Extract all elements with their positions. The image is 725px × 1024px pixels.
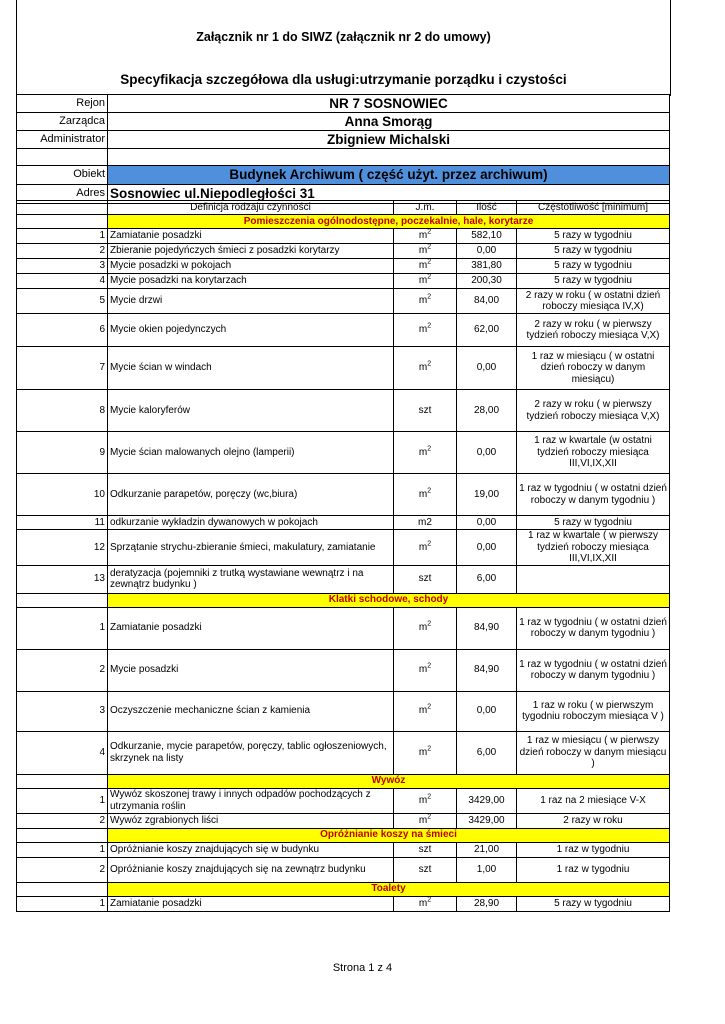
unit-text: m — [418, 230, 428, 242]
row-description: Odkurzanie, mycie parapetów, poręczy, tablic ogłoszeniowych, skrzynek na listy — [108, 731, 394, 774]
row-unit — [394, 896, 457, 911]
row-number: 2 — [17, 857, 108, 882]
unit-text: m — [418, 897, 428, 909]
table-row — [17, 244, 670, 259]
unit-exponent: 2 — [427, 273, 432, 281]
row-unit — [394, 347, 457, 390]
row-unit — [394, 842, 457, 857]
row-description: Opróżnianie koszy znajdujących się w budynku — [108, 842, 394, 857]
row-number: 12 — [17, 530, 108, 566]
unit-exponent: 2 — [427, 540, 432, 548]
unit-exponent: 2 — [427, 258, 432, 266]
row-description: Mycie posadzki na korytarzach — [108, 274, 394, 289]
row-number: 6 — [17, 314, 108, 347]
table-row — [17, 896, 670, 911]
row-number: 5 — [17, 289, 108, 314]
annex-title: Załącznik nr 1 do SIWZ (załącznik nr 2 do umowy) — [196, 30, 491, 44]
section-header-row — [17, 215, 670, 229]
row-unit — [394, 289, 457, 314]
unit-text: m — [418, 746, 428, 758]
row-description: Zbieranie pojedyńczych śmieci z posadzki korytarzy — [108, 244, 394, 259]
rejon-row — [17, 95, 670, 113]
unit-text: szt — [418, 573, 432, 585]
row-frequency: 5 razy w tygodniu — [517, 229, 670, 244]
row-unit — [394, 530, 457, 566]
unit-exponent: 2 — [427, 896, 432, 904]
unit-text: m — [418, 260, 428, 272]
row-frequency: 5 razy w tygodniu — [517, 274, 670, 289]
unit-exponent: 2 — [427, 293, 432, 301]
row-description: Mycie ścian malowanych olejno (lamperii) — [108, 432, 394, 474]
unit-exponent: 2 — [427, 322, 432, 330]
row-unit — [394, 788, 457, 813]
unit-text: szt — [418, 843, 432, 855]
unit-text: m — [418, 275, 428, 287]
unit-text: m — [418, 664, 428, 676]
row-description: Wywóz skoszonej trawy i innych odpadów pochodzących z utrzymania roślin — [108, 788, 394, 813]
table-row — [17, 530, 670, 566]
section-title: Toalety — [108, 882, 670, 896]
rejon-label: Rejon — [17, 95, 108, 113]
row-description: Wywóz zgrabionych liści — [108, 813, 394, 828]
row-unit — [394, 274, 457, 289]
table-row — [17, 289, 670, 314]
table-row — [17, 347, 670, 390]
unit-text: m — [418, 324, 428, 336]
row-frequency — [517, 565, 670, 593]
unit-text: m — [418, 794, 428, 806]
unit-text: m — [418, 295, 428, 307]
row-frequency: 1 raz w tygodniu ( w ostatni dzień roboczy w danym tygodniu ) — [517, 649, 670, 691]
unit-exponent: 2 — [427, 703, 432, 711]
row-frequency: 1 raz w tygodniu ( w ostatni dzień roboczy w danym tygodniu ) — [517, 607, 670, 649]
row-unit — [394, 691, 457, 731]
row-quantity: 0,00 — [457, 530, 517, 566]
unit-text: m — [418, 488, 428, 500]
row-frequency: 1 raz w miesiącu ( w ostatni dzień roboczy w danym miesiącu) — [517, 347, 670, 390]
obiekt-row — [17, 166, 670, 185]
rejon-value: NR 7 SOSNOWIEC — [108, 95, 670, 113]
column-header-row — [17, 201, 670, 215]
zarzadca-row — [17, 113, 670, 131]
row-description: Zamiatanie posadzki — [108, 229, 394, 244]
section-title: Klatki schodowe, schody — [108, 593, 670, 607]
unit-exponent: 2 — [427, 243, 432, 251]
table-row — [17, 842, 670, 857]
row-number: 2 — [17, 813, 108, 828]
row-quantity: 3429,00 — [457, 788, 517, 813]
row-number: 4 — [17, 274, 108, 289]
row-quantity: 0,00 — [457, 516, 517, 530]
table-row — [17, 857, 670, 882]
row-number: 11 — [17, 516, 108, 530]
row-number: 3 — [17, 691, 108, 731]
row-description: odkurzanie wykładzin dywanowych w pokojach — [108, 516, 394, 530]
adres-label: Adres — [17, 185, 108, 204]
section-title: Opróżnianie koszy na śmieci — [108, 828, 670, 842]
unit-text: m — [418, 622, 428, 634]
row-unit — [394, 516, 457, 530]
unit-text: m — [418, 245, 428, 257]
row-frequency: 1 raz w kwartale (w ostatni tydzień roboczy miesiąca III,VI,IX,XII — [517, 432, 670, 474]
row-quantity: 582,10 — [457, 229, 517, 244]
row-frequency: 1 raz w kwartale ( w pierwszy tydzień roboczy miesiąca III,VI,IX,XII — [517, 530, 670, 566]
table-row — [17, 565, 670, 593]
row-unit — [394, 474, 457, 516]
table-row — [17, 259, 670, 274]
section-title: Wywóz — [108, 774, 670, 788]
row-unit — [394, 565, 457, 593]
zarzadca-value: Anna Smorąg — [108, 113, 670, 131]
unit-exponent: 2 — [427, 793, 432, 801]
row-unit — [394, 259, 457, 274]
col-header-frequency: Częstotliwość [minimum] — [517, 201, 670, 215]
table-row — [17, 516, 670, 530]
row-quantity: 28,90 — [457, 896, 517, 911]
row-frequency: 1 raz w tygodniu — [517, 842, 670, 857]
admin-row — [17, 131, 670, 149]
table-row — [17, 788, 670, 813]
row-frequency: 5 razy w tygodniu — [517, 259, 670, 274]
info-table — [16, 94, 670, 204]
row-description: Mycie drzwi — [108, 289, 394, 314]
unit-text: m — [418, 362, 428, 374]
table-row — [17, 432, 670, 474]
obiekt-label: Obiekt — [17, 166, 108, 185]
table-row — [17, 731, 670, 774]
row-description: Oczyszczenie mechaniczne ścian z kamienia — [108, 691, 394, 731]
row-unit — [394, 607, 457, 649]
row-description: Mycie ścian w windach — [108, 347, 394, 390]
row-quantity: 0,00 — [457, 244, 517, 259]
row-frequency: 2 razy w roku — [517, 813, 670, 828]
row-unit — [394, 432, 457, 474]
row-number: 13 — [17, 565, 108, 593]
row-frequency: 5 razy w tygodniu — [517, 516, 670, 530]
spec-table-body — [17, 201, 670, 912]
row-quantity: 381,80 — [457, 259, 517, 274]
unit-text: m2 — [418, 516, 432, 528]
admin-label: Administrator — [17, 131, 108, 149]
row-quantity: 6,00 — [457, 565, 517, 593]
unit-text: m — [418, 814, 428, 826]
row-quantity: 200,30 — [457, 274, 517, 289]
row-description: Mycie kaloryferów — [108, 390, 394, 432]
unit-text: m — [418, 705, 428, 717]
row-description: Mycie posadzki — [108, 649, 394, 691]
row-number: 2 — [17, 244, 108, 259]
row-quantity: 21,00 — [457, 842, 517, 857]
spacer-row — [17, 149, 670, 166]
row-number: 1 — [17, 896, 108, 911]
row-quantity: 0,00 — [457, 347, 517, 390]
unit-text: m — [418, 446, 428, 458]
row-frequency: 5 razy w tygodniu — [517, 896, 670, 911]
section-header-row — [17, 882, 670, 896]
row-number: 2 — [17, 649, 108, 691]
section-header-row — [17, 774, 670, 788]
row-quantity: 1,00 — [457, 857, 517, 882]
obiekt-value: Budynek Archiwum ( część użyt. przez archiwum) — [108, 166, 670, 185]
row-unit — [394, 649, 457, 691]
row-description: Opróżnianie koszy znajdujących się na zewnątrz budynku — [108, 857, 394, 882]
row-quantity: 19,00 — [457, 474, 517, 516]
row-quantity: 6,00 — [457, 731, 517, 774]
col-header-definition: Definicja rodzaju czynności — [108, 201, 394, 215]
row-frequency: 1 raz w tygodniu ( w ostatni dzień roboczy w danym tygodniu ) — [517, 474, 670, 516]
row-number: 1 — [17, 607, 108, 649]
unit-exponent: 2 — [427, 620, 432, 628]
row-description: Zamiatanie posadzki — [108, 607, 394, 649]
row-quantity: 28,00 — [457, 390, 517, 432]
row-unit — [394, 731, 457, 774]
section-header-row — [17, 593, 670, 607]
row-quantity: 3429,00 — [457, 813, 517, 828]
table-row — [17, 390, 670, 432]
adres-value: Sosnowiec ul.Niepodległości 31 — [108, 185, 670, 204]
section-title: Pomieszczenia ogólnodostępne, poczekalnie, hale, korytarze — [108, 215, 670, 229]
spec-table — [16, 200, 670, 912]
page-footer: Strona 1 z 4 — [332, 962, 393, 974]
col-header-quantity: Ilość — [457, 201, 517, 215]
row-frequency: 1 raz na 2 miesiące V-X — [517, 788, 670, 813]
row-frequency: 1 raz w miesiącu ( w pierwszy dzień roboczy w danym miesiącu ) — [517, 731, 670, 774]
unit-exponent: 2 — [427, 228, 432, 236]
table-row — [17, 649, 670, 691]
row-frequency: 1 raz w roku ( w pierwszym tygodniu roboczym miesiąca V ) — [517, 691, 670, 731]
row-number: 4 — [17, 731, 108, 774]
unit-exponent: 2 — [427, 662, 432, 670]
unit-exponent: 2 — [427, 445, 432, 453]
col-header-unit: J.m. — [394, 201, 457, 215]
row-number: 8 — [17, 390, 108, 432]
table-row — [17, 813, 670, 828]
row-number: 10 — [17, 474, 108, 516]
table-row — [17, 314, 670, 347]
unit-exponent: 2 — [427, 745, 432, 753]
row-description: deratyzacja (pojemniki z trutką wystawiane wewnątrz i na zewnątrz budynku ) — [108, 565, 394, 593]
row-number: 1 — [17, 229, 108, 244]
zarzadca-label: Zarządca — [17, 113, 108, 131]
admin-value: Zbigniew Michalski — [108, 131, 670, 149]
row-description: Mycie okien pojedynczych — [108, 314, 394, 347]
row-description: Zamiatanie posadzki — [108, 896, 394, 911]
table-row — [17, 474, 670, 516]
row-unit — [394, 857, 457, 882]
row-unit — [394, 314, 457, 347]
table-row — [17, 274, 670, 289]
row-number: 1 — [17, 842, 108, 857]
unit-exponent: 2 — [427, 813, 432, 821]
row-quantity: 84,00 — [457, 289, 517, 314]
table-row — [17, 691, 670, 731]
section-header-row — [17, 828, 670, 842]
table-row — [17, 607, 670, 649]
row-description: Sprzątanie strychu-zbieranie śmieci, makulatury, zamiatanie — [108, 530, 394, 566]
row-frequency: 2 razy w roku ( w ostatni dzień roboczy miesiąca IV,X) — [517, 289, 670, 314]
row-unit — [394, 813, 457, 828]
row-unit — [394, 244, 457, 259]
row-quantity: 0,00 — [457, 691, 517, 731]
row-unit — [394, 390, 457, 432]
row-quantity: 0,00 — [457, 432, 517, 474]
header-box — [16, 0, 671, 96]
row-frequency: 5 razy w tygodniu — [517, 244, 670, 259]
unit-exponent: 2 — [427, 487, 432, 495]
row-number: 7 — [17, 347, 108, 390]
row-frequency: 2 razy w roku ( w pierwszy tydzień roboczy miesiąca V,X) — [517, 314, 670, 347]
unit-text: m — [418, 541, 428, 553]
row-quantity: 62,00 — [457, 314, 517, 347]
row-number: 1 — [17, 788, 108, 813]
row-description: Odkurzanie parapetów, poręczy (wc,biura) — [108, 474, 394, 516]
unit-text: szt — [418, 863, 432, 875]
unit-exponent: 2 — [427, 360, 432, 368]
row-number: 3 — [17, 259, 108, 274]
unit-text: szt — [418, 404, 432, 416]
row-description: Mycie posadzki w pokojach — [108, 259, 394, 274]
row-frequency: 1 raz w tygodniu — [517, 857, 670, 882]
row-quantity: 84,90 — [457, 607, 517, 649]
row-unit — [394, 229, 457, 244]
row-quantity: 84,90 — [457, 649, 517, 691]
spec-title: Specyfikacja szczegółowa dla usługi:utrzymanie porządku i czystości — [120, 72, 567, 87]
row-number: 9 — [17, 432, 108, 474]
row-frequency: 2 razy w roku ( w pierwszy tydzień roboczy miesiąca V,X) — [517, 390, 670, 432]
table-row — [17, 229, 670, 244]
